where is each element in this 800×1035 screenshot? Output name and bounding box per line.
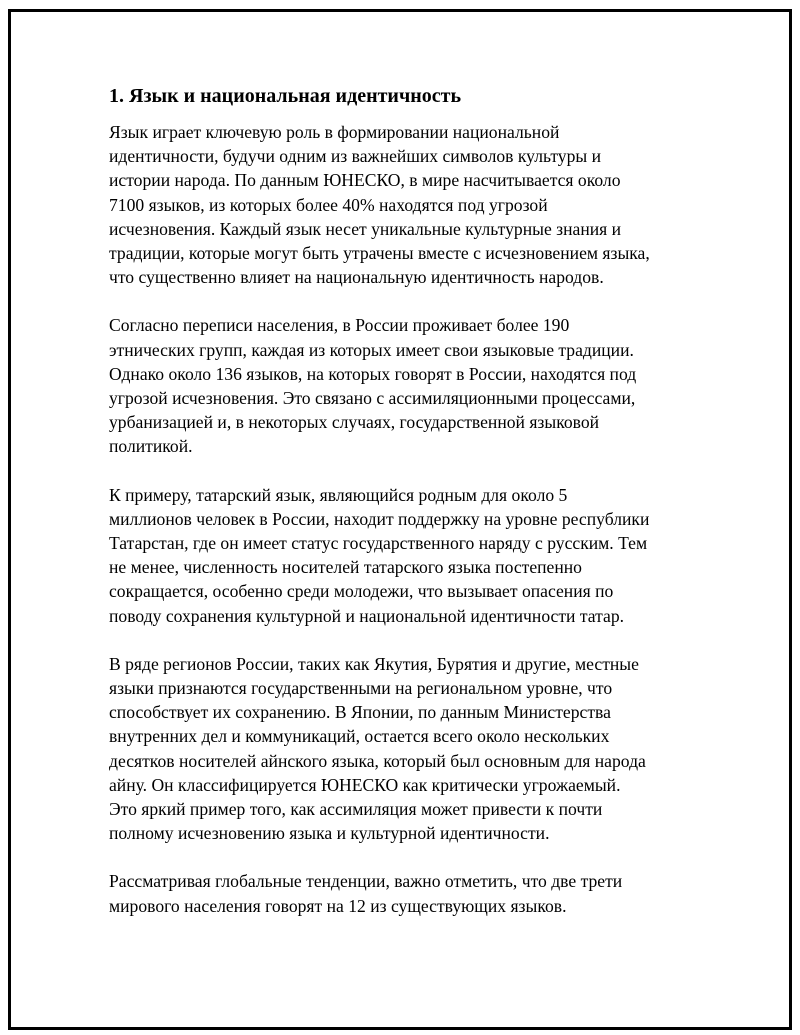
paragraph-language-role: Язык играет ключевую роль в формировании национальной идентичности, будучи одним из важнейших символов культуры и истории народа. По данным ЮНЕСКО, в мире насчитывается около 7100 языков, из которых более 40% находятся под угрозой исчезновения. Каждый язык несет уникальные культурные знания и традиции, которые могут быть утрачены вместе с исчезновением языка, что существенно влияет на национальную идентичность народов. bbox=[109, 122, 650, 288]
section-heading: 1. Язык и национальная идентичность bbox=[109, 85, 462, 107]
paragraph-regional-languages: В ряде регионов России, таких как Якутия, Бурятия и другие, местные языки признаются государственными на региональном уровне, что способствует их сохранению. В Японии, по данным Министерства внутренних дел и коммуникаций, остается всего около нескольких десятков носителей айнского языка, который был основным для народа айну. Он классифицируется ЮНЕСКО как критически угрожаемый. Это яркий пример того, как ассимиляция может привести к почти полному исчезновению языка и культурной идентичности. bbox=[109, 653, 646, 844]
paragraph-global-trends: Рассматривая глобальные тенденции, важно отметить, что две трети мирового населения говорят на 12 из существующих языков. bbox=[109, 871, 623, 916]
paragraph-tatar-language: К примеру, татарский язык, являющийся родным для около 5 миллионов человек в России, находит поддержку на уровне республики Татарстан, где он имеет статус государственного наряду с русским. Тем не менее, численность носителей татарского языка постепенно сокращается, особенно среди молодежи, что вызывает опасения по поводу сохранения культурной и национальной идентичности татар. bbox=[109, 484, 650, 626]
paragraph-russia-census: Согласно переписи населения, в России проживает более 190 этнических групп, каждая из которых имеет свои языковые традиции. Однако около 136 языков, на которых говорят в России, находятся под угрозой исчезновения. Это связано с ассимиляционными процессами, урбанизацией и, в некоторых случаях, государственной языковой политикой. bbox=[109, 315, 637, 457]
document-body bbox=[109, 82, 689, 942]
